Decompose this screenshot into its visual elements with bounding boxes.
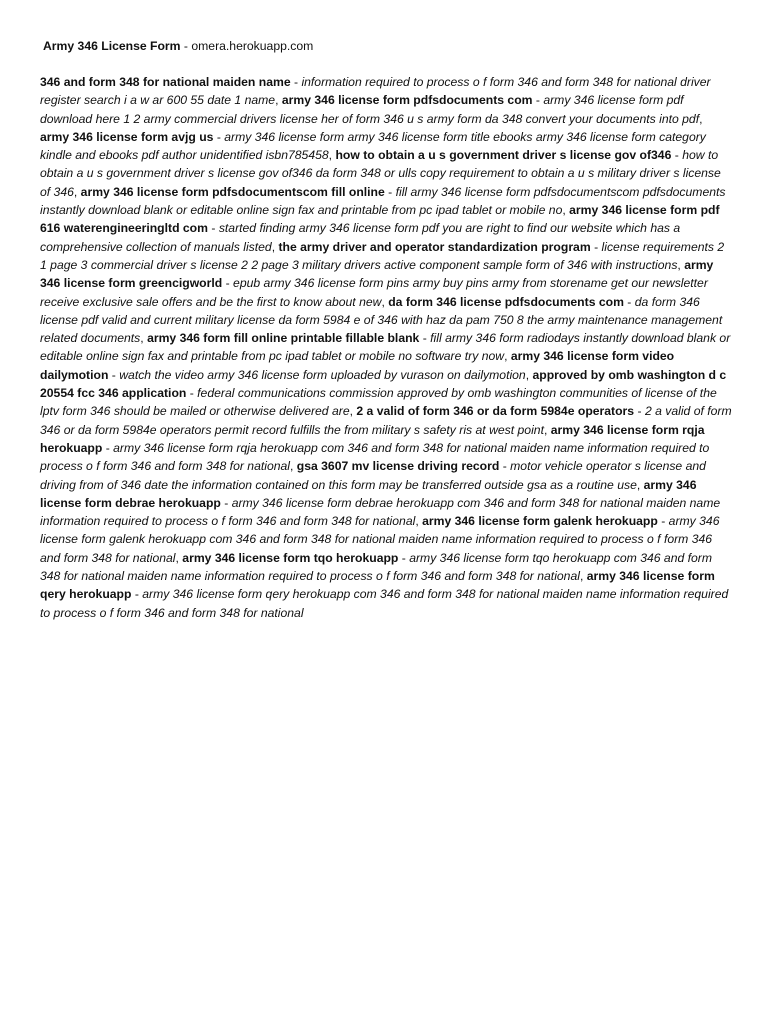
entry-title: army 346 form fill online printable fillable blank bbox=[147, 331, 420, 346]
page-title: Army 346 License Form bbox=[43, 39, 181, 53]
entry-description: army 346 license form galenk herokuapp com 346 and form 348 for national maiden name information required to process o f form 346 and form 348 for national bbox=[40, 514, 720, 565]
entry-description: started finding army 346 license form pdf you are right to find our website which has a comprehensive collection of manuals listed bbox=[40, 221, 681, 254]
entry-separator: - bbox=[102, 440, 114, 455]
entry-title: 346 and form 348 for national maiden name bbox=[40, 75, 291, 89]
entry-separator: - bbox=[290, 75, 302, 89]
entry-separator: - bbox=[108, 367, 120, 382]
entry-separator: - bbox=[590, 239, 602, 254]
entry-title: army 346 license form video dailymotion bbox=[40, 349, 675, 382]
entry-description: motor vehicle operator s license and driving from of 346 date the information contained on this form may be transferred outside gsa as a routine use bbox=[40, 459, 706, 492]
entry-description: army 346 license form tqo herokuapp com 346 and form 348 for national maiden name information required to process o f form 346 and form 348 for national bbox=[40, 550, 713, 584]
entry-title: army 346 license form rqja herokuapp bbox=[40, 422, 705, 455]
entry-title: army 346 license form greencigworld bbox=[40, 257, 714, 291]
entry-separator: - bbox=[419, 331, 431, 346]
entry-title: army 346 license form pdfsdocuments com bbox=[281, 93, 533, 108]
entry-title: army 346 license form qery herokuapp bbox=[40, 569, 715, 602]
article-body: 346 and form 348 for national maiden name - information required to process o f form 346 and form 348 for national driver register search i a w ar 600 55 date 1 name, army 346 license form pdfsdocuments com - army 346 license form pdf download here 1 2 army commercial drivers license her of form 346 u s army form da 348 convert your documents into pdf, army 346 license form avjg us - army 346 license form army 346 license form title ebooks army 346 license form category kindle and ebooks pdf author unidentified isbn785458, how to obtain a u s government driver s license gov of346 - how to obtain a u s government driver s license gov of346 da form 348 or ulls copy requirement to obtain a u s military driver s license of 346, army 346 license form pdfsdocumentscom fill online - fill army 346 license form pdfsdocumentscom pdfsdocuments instantly download blank or editable online sign fax and printable from pc ipad tablet or mobile no, army 346 license form pdf 616 waterengineeringltd com - started finding army 346 license form pdf you are right to find our website which has a comprehensive collection of manuals listed, the army driver and operator standardization program - license requirements 2 1 page 3 commercial driver s license 2 2 page 3 military drivers active component sample form of 346 with instructions, army 346 license form greencigworld - epub army 346 license form pins army buy pins army from storename get our newsletter receive exclusive sale offers and be the first to know about new, da form 346 license pdfsdocuments com - da form 346 license pdf valid and current military license da form 5984 e of 346 with haz da pam 750 8 the army maintenance management related documents, army 346 form fill online printable fillable blank - fill army 346 form radiodays instantly download blank or editable online sign fax and printable from pc ipad tablet or mobile no software try now, army 346 license form video dailymotion - watch the video army 346 license form uploaded by vurason on dailymotion, approved by omb washington d c 20554 fcc 346 application - federal communications commission approved by omb washington communities of license of the lptv form 346 should be mailed or otherwise delivered are, 2 a valid of form 346 or da form 5984e operators - 2 a valid of form 346 or da form 5984e operators permit record fulfills the from military s safety ris at west point, army 346 license form rqja herokuapp - army 346 license form rqja herokuapp com 346 and form 348 for national maiden name information required to process o f form 346 and form 348 for national, gsa 3607 mv license driving record - motor vehicle operator s license and driving from of 346 date the information contained on this form may be transferred outside gsa as a routine use, army 346 license form debrae herokuapp - army 346 license form debrae herokuapp com 346 and form 348 for national maiden name information required to process o f form 346 and form 348 for national, army 346 license form galenk herokuapp - army 346 license form galenk herokuapp com 346 and form 348 for national maiden name information required to process o f form 346 and form 348 for national, army 346 license form tqo herokuapp - army 346 license form tqo herokuapp com 346 and form 348 for national maiden name information required to process o f form 346 and form 348 for national, army 346 license form qery herokuapp - army 346 license form qery herokuapp com 346 and form 348 for national maiden name information required to process o f form 346 and form 348 for national bbox=[40, 75, 732, 620]
entry-title: army 346 license form galenk herokuapp bbox=[422, 514, 658, 529]
page-header bbox=[43, 38, 313, 54]
entry-description: army 346 license form debrae herokuapp com 346 and form 348 for national maiden name information required to process o f form 346 and form 348 for national bbox=[40, 495, 721, 529]
entry-separator: - bbox=[499, 459, 511, 474]
entry-separator: - bbox=[532, 93, 544, 108]
entry-description: army 346 license form rqja herokuapp com 346 and form 348 for national maiden name information required to process o f form 346 and form 348 for national bbox=[40, 440, 710, 474]
entry-description: army 346 license form qery herokuapp com 346 and form 348 for national maiden name information required to process o f form 346 and form 348 for national bbox=[40, 587, 729, 620]
entry-separator: - bbox=[220, 495, 232, 510]
entry-separator: - bbox=[186, 386, 198, 401]
entry-title: gsa 3607 mv license driving record bbox=[296, 459, 500, 474]
entry-title: 2 a valid of form 346 or da form 5984e operators bbox=[356, 404, 635, 419]
entry-description: epub army 346 license form pins army buy pins army from storename get our newsletter receive exclusive sale offers and be the first to know about new bbox=[40, 276, 708, 309]
entry-description: federal communications commission approved by omb washington communities of license of the lptv form 346 should be mailed or otherwise delivered are bbox=[40, 386, 717, 419]
entry-title: army 346 license form debrae herokuapp bbox=[40, 477, 697, 510]
entry-title: da form 346 license pdfsdocuments com bbox=[388, 294, 624, 309]
entry-description: information required to process o f form 346 and form 348 for national driver register search i a w ar 600 55 date 1 name bbox=[40, 75, 711, 108]
entry-title: army 346 license form avjg us bbox=[40, 129, 214, 144]
entry-title: army 346 license form tqo herokuapp bbox=[182, 550, 399, 565]
entry-title: army 346 license form pdf 616 waterengineeringltd com bbox=[40, 203, 720, 236]
entry-description: da form 346 license pdf valid and current military license da form 5984 e of 346 with haz da pam 750 8 the army maintenance management related documents bbox=[40, 294, 723, 346]
entry-separator: - bbox=[213, 129, 225, 144]
entry-separator: - bbox=[207, 221, 219, 236]
entry-title: army 346 license form pdfsdocumentscom fill online bbox=[80, 184, 385, 199]
entry-separator: - bbox=[131, 587, 143, 602]
entry-description: watch the video army 346 license form uploaded by vurason on dailymotion bbox=[119, 367, 526, 382]
entry-separator: - bbox=[671, 148, 683, 163]
entry-description: 2 a valid of form 346 or da form 5984e operators permit record fulfills the from military s safety ris at west point bbox=[40, 404, 732, 437]
entry-description: fill army 346 form radiodays instantly download blank or editable online sign fax and printable from pc ipad tablet or mobile no software try now bbox=[40, 331, 731, 364]
entry-description: army 346 license form army 346 license form title ebooks army 346 license form category kindle and ebooks pdf author unidentified isbn785458 bbox=[40, 129, 706, 163]
entry-separator: - bbox=[623, 294, 635, 309]
entry-title: the army driver and operator standardization program bbox=[278, 239, 591, 254]
entry-title: how to obtain a u s government driver s license gov of346 bbox=[335, 148, 672, 163]
entry-separator: - bbox=[657, 514, 669, 529]
entry-separator: - bbox=[384, 184, 396, 199]
entry-description: army 346 license form pdf download here 1 2 army commercial drivers license her of form 346 u s army form da 348 convert your documents into pdf bbox=[40, 93, 700, 126]
entry-separator: - bbox=[222, 276, 234, 291]
site-name: omera.herokuapp.com bbox=[191, 39, 314, 53]
entry-separator: - bbox=[398, 550, 410, 565]
entry-separator: - bbox=[634, 404, 645, 419]
entry-description: license requirements 2 1 page 3 commercial driver s license 2 2 page 3 military drivers active component sample form of 346 with instructions bbox=[40, 239, 725, 272]
entry-title: approved by omb washington d c 20554 fcc 346 application bbox=[40, 367, 727, 401]
entry-description: fill army 346 license form pdfsdocumentscom pdfsdocuments instantly download blank or editable online sign fax and printable from pc ipad tablet or mobile no bbox=[40, 184, 726, 218]
header-separator: - bbox=[180, 39, 192, 53]
entry-description: how to obtain a u s government driver s license gov of346 da form 348 or ulls copy requirement to obtain a u s military driver s license of 346 bbox=[40, 148, 721, 199]
